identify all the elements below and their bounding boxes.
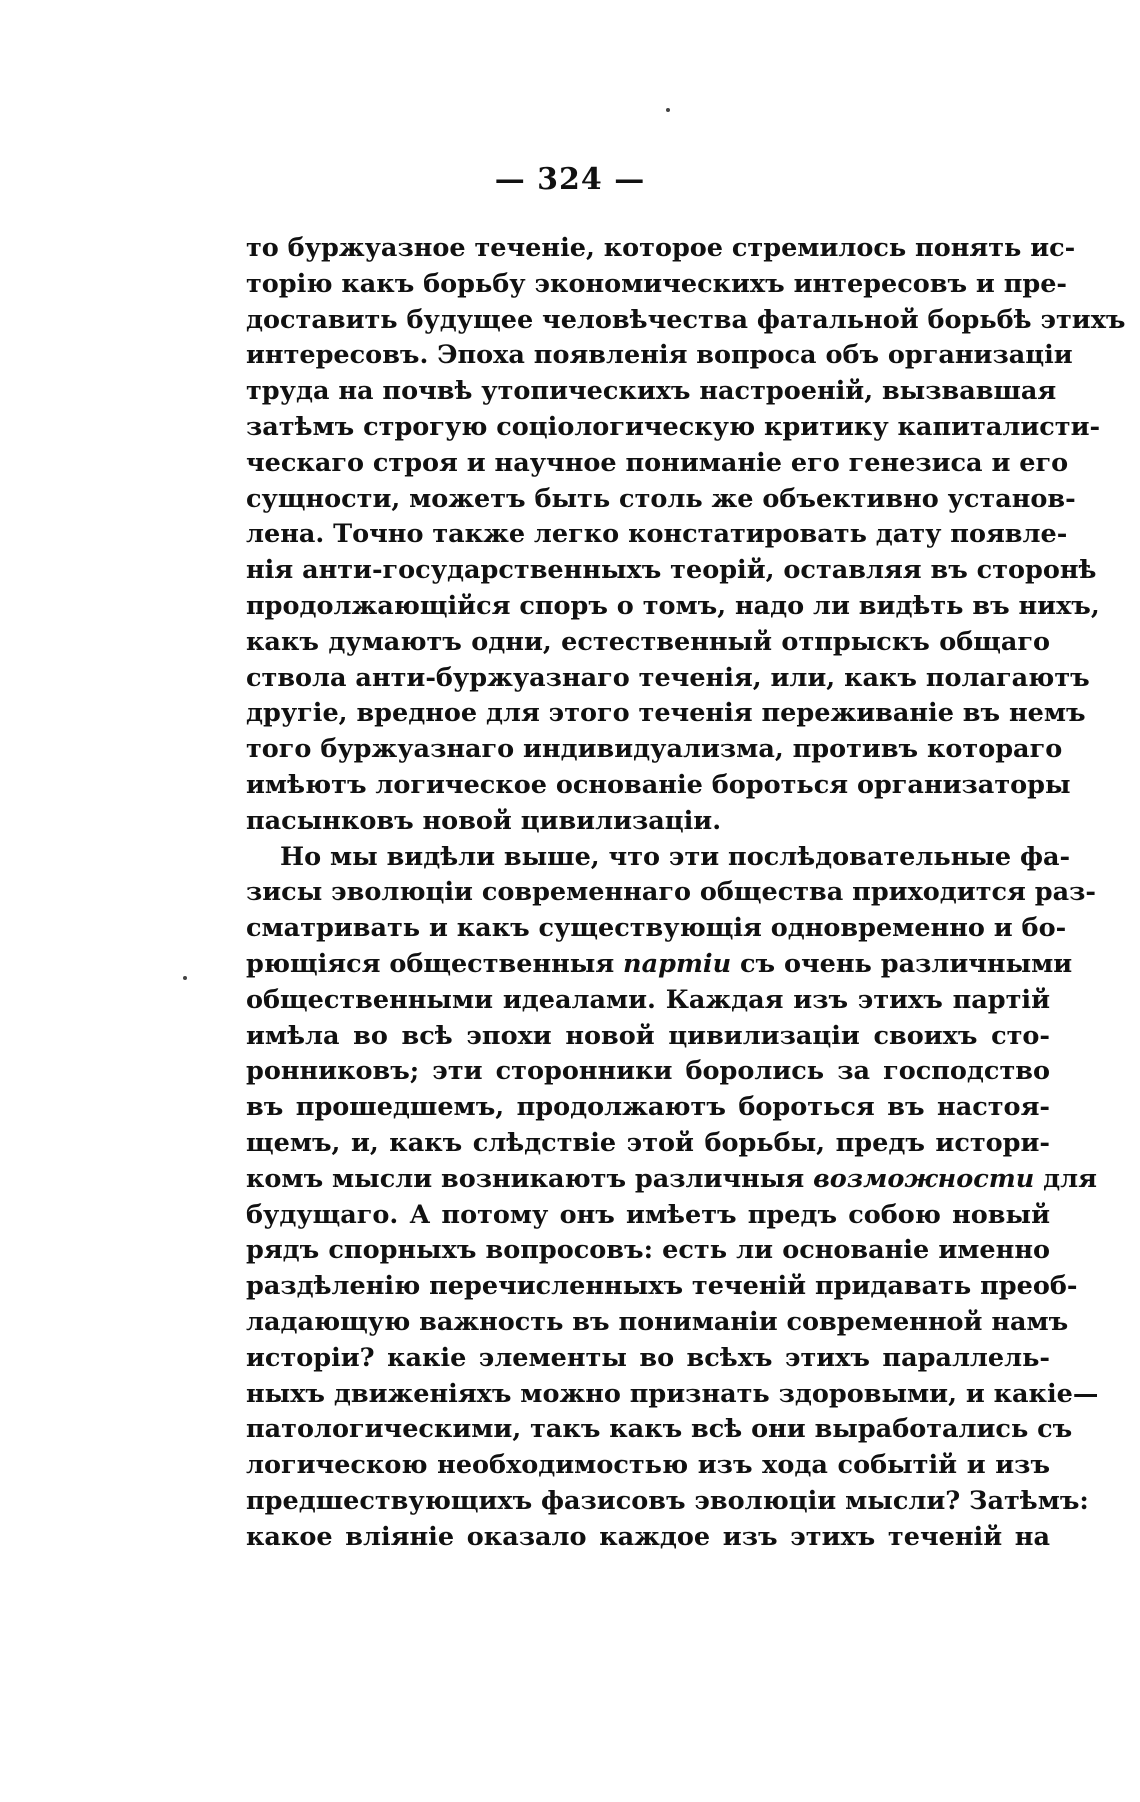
text-line: какое вліяніе оказало каждое изъ этихъ теченій на — [246, 1521, 1050, 1552]
text-line: въ прошедшемъ, продолжаютъ бороться въ настоя- — [246, 1092, 1050, 1123]
text-line: исторіи? какіе элементы во всѣхъ этихъ параллель- — [246, 1342, 1050, 1373]
text-line: рядъ спорныхъ вопросовъ: есть ли основаніе именно — [246, 1235, 1050, 1266]
italic-term: возможности — [813, 1163, 1035, 1194]
text-line: другіе, вредное для этого теченія переживаніе въ немъ — [246, 698, 1086, 729]
text-line: торію какъ борьбу экономическихъ интересовъ и пре- — [246, 268, 1068, 299]
text-line: доставить будущее человѣчества фатальной борьбѣ этихъ — [246, 304, 1126, 335]
paragraph-1 — [246, 231, 1126, 840]
text-line: какъ думаютъ одни, естественный отпрыскъ общаго — [246, 626, 1050, 657]
text-line: ронниковъ; эти сторонники боролись за господство — [246, 1056, 1050, 1087]
text-line-with-italic — [246, 947, 1073, 983]
text-line: имѣютъ логическое основаніе бороться организаторы — [246, 769, 1071, 800]
text-line: зисы эволюціи современнаго общества приходится раз- — [246, 877, 1096, 908]
text-line: интересовъ. Эпоха появленія вопроса объ организаціи — [246, 340, 1073, 371]
text-segment: рющіяся общественныя — [246, 948, 624, 979]
print-speck — [183, 976, 187, 980]
text-line: имѣла во всѣ эпохи новой цивилизаціи своихъ сто- — [246, 1020, 1050, 1051]
text-line: пасынковъ новой цивилизаціи. — [246, 805, 722, 836]
text-line: того буржуазнаго индивидуализма, противъ котораго — [246, 734, 1063, 765]
text-line: логическою необходимостью изъ хода событій и изъ — [246, 1450, 1050, 1481]
paragraph-2 — [246, 840, 1099, 1556]
text-line: предшествующихъ фазисовъ эволюціи мысли? Затѣмъ: — [246, 1485, 1089, 1516]
text-segment: комъ мысли возникаютъ различныя — [246, 1163, 814, 1194]
text-line: нія анти-государственныхъ теорій, оставляя въ сторонѣ — [246, 555, 1097, 586]
italic-term: партіи — [623, 948, 732, 979]
text-line: Но мы видѣли выше, что эти послѣдовательные фа- — [280, 841, 1071, 872]
text-line: продолжающійся споръ о томъ, надо ли видѣть въ нихъ, — [246, 590, 1100, 621]
text-line: ческаго строя и научное пониманіе его генезиса и его — [246, 447, 1069, 478]
text-line: щемъ, и, какъ слѣдствіе этой борьбы, предъ истори- — [246, 1127, 1050, 1158]
print-speck — [666, 108, 670, 112]
text-line: сущности, можетъ быть столь же объективно установ- — [246, 483, 1076, 514]
text-line: сматривать и какъ существующія одновременно и бо- — [246, 913, 1067, 944]
text-line: ныхъ движеніяхъ можно признать здоровыми, и какіе— — [246, 1378, 1099, 1409]
text-line: лена. Точно также легко констатировать дату появле- — [246, 519, 1068, 550]
text-line: то буржуазное теченіе, которое стремилось понять ис- — [246, 233, 1076, 263]
text-segment: съ очень различными — [731, 948, 1073, 979]
text-line: затѣмъ строгую соціологическую критику капиталисти- — [246, 411, 1101, 442]
body-text — [246, 231, 1126, 1555]
text-line: патологическими, такъ какъ всѣ они выработались съ — [246, 1414, 1073, 1445]
text-line: раздѣленію перечисленныхъ теченій придавать преоб- — [246, 1271, 1078, 1302]
text-line: ствола анти-буржуазнаго теченія, или, какъ полагаютъ — [246, 662, 1090, 693]
text-line: труда на почвѣ утопическихъ настроеній, вызвавшая — [246, 376, 1057, 407]
text-segment: для — [1034, 1163, 1097, 1194]
text-line: общественными идеалами. Каждая изъ этихъ партій — [246, 984, 1050, 1015]
page-number: — 324 — — [494, 162, 646, 197]
text-line: ладающую важность въ пониманіи современной намъ — [246, 1306, 1069, 1337]
text-line-with-italic — [246, 1162, 1097, 1198]
text-line: будущаго. А потому онъ имѣетъ предъ собою новый — [246, 1199, 1050, 1230]
